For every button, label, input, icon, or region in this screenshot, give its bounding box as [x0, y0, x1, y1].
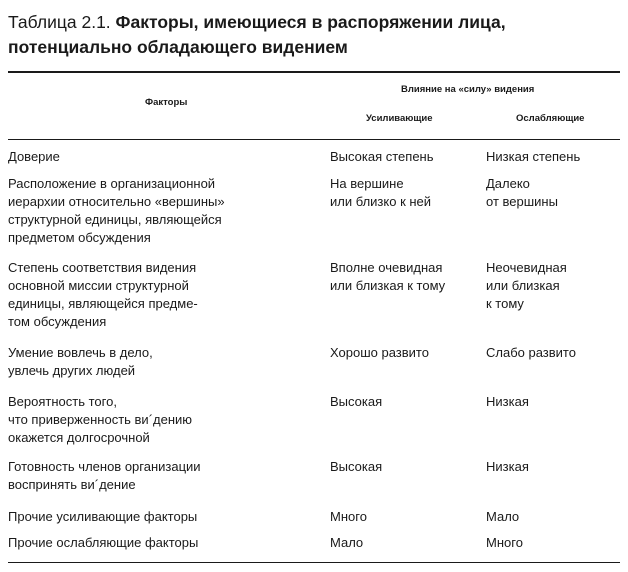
row-5-weakening: Низкая [486, 394, 529, 409]
row-3-factor: Степень соответствия видения основной миссии структурной единицы, являющейся предме- том обсуждения [8, 260, 198, 329]
row-2-weakening: Далеко от вершины [486, 176, 558, 209]
row-1-weakening: Низкая степень [486, 149, 581, 164]
table-number: Таблица 2.1. [8, 12, 111, 32]
table-bottom-rule [8, 562, 620, 563]
row-5-factor: Вероятность того, что приверженность ви´дению окажется долгосрочной [8, 394, 193, 445]
row-2-strengthening: На вершине или близко к ней [330, 176, 432, 209]
row-8-strengthening: Мало [330, 535, 364, 550]
row-4-weakening: Слабо развито [486, 345, 576, 360]
table-title-line-1: Факторы, имеющиеся в распоряжении лица, [115, 12, 506, 32]
row-6-weakening: Низкая [486, 459, 529, 474]
row-6-strengthening: Высокая [330, 459, 383, 474]
table-caption [8, 10, 620, 60]
row-5-strengthening: Высокая [330, 394, 383, 409]
header-bottom-rule [8, 139, 620, 140]
caption-line-1 [8, 10, 620, 35]
header-influence: Влияние на «силу» видения [401, 84, 535, 95]
header-factors: Факторы [145, 97, 188, 108]
header-weakening: Ослабляющие [516, 113, 585, 124]
row-7-weakening: Мало [486, 509, 520, 524]
row-3-strengthening: Вполне очевидная или близкая к тому [330, 260, 446, 293]
row-7-factor: Прочие усиливающие факторы [8, 509, 198, 524]
row-4-strengthening: Хорошо развито [330, 345, 429, 360]
row-6-factor: Готовность членов организации воспринять ви´дение [8, 459, 201, 492]
row-4-factor: Умение вовлечь в дело, увлечь других людей [8, 345, 153, 378]
table-title-line-2: потенциально обладающего видением [8, 37, 348, 57]
header-strengthening: Усиливающие [366, 113, 433, 124]
row-7-strengthening: Много [330, 509, 367, 524]
row-1-strengthening: Высокая степень [330, 149, 434, 164]
row-1-factor: Доверие [8, 149, 60, 164]
row-2-factor: Расположение в организационной иерархии относительно «вершины» структурной единицы, являющейся предметом обсуждения [8, 176, 225, 245]
row-8-factor: Прочие ослабляющие факторы [8, 535, 199, 550]
table-top-rule [8, 71, 620, 73]
row-3-weakening: Неочевидная или близкая к тому [486, 260, 567, 311]
row-8-weakening: Много [486, 535, 523, 550]
